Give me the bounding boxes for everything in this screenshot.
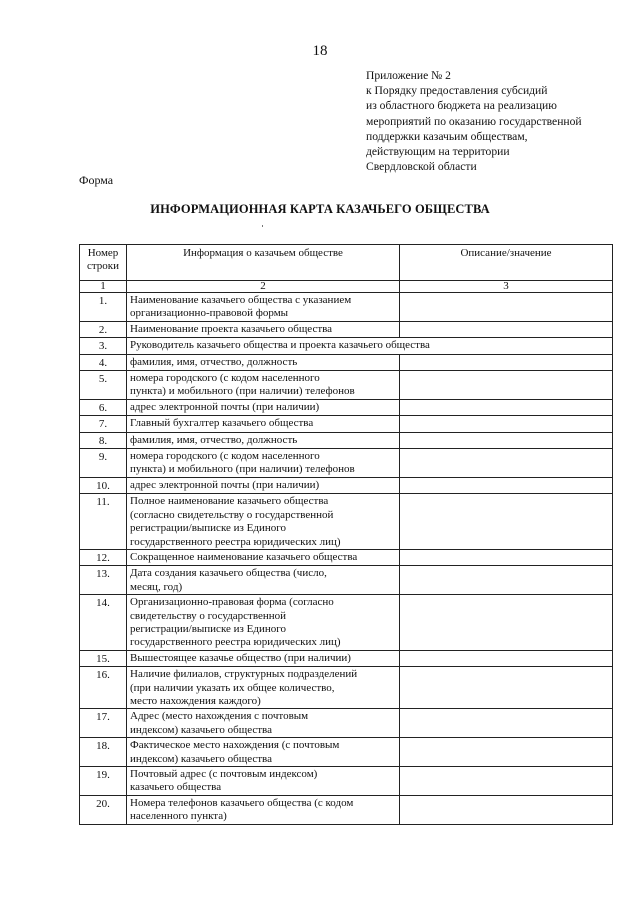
table-row [80, 795, 613, 824]
row-info-line: организационно-правовой формы [130, 307, 289, 320]
row-value-field[interactable] [400, 399, 613, 415]
row-info-line: Сокращенное наименование казачьего общества [130, 550, 358, 563]
table-row [80, 738, 613, 767]
row-info [127, 399, 400, 415]
table-index-row [80, 281, 613, 293]
appendix-block [366, 68, 636, 174]
row-value-field[interactable] [400, 371, 613, 400]
row-info-line: государственного реестра юридических лиц) [130, 636, 341, 649]
row-number: 6. [80, 399, 127, 415]
row-info-line: Вышестоящее казачье общество (при наличии) [130, 651, 351, 664]
table-row [80, 432, 613, 448]
header-num-line: строки [86, 260, 120, 273]
row-info-line: Полное наименование казачьего общества [130, 495, 329, 508]
row-info-line: населенного пункта) [130, 810, 227, 823]
row-number: 7. [80, 416, 127, 432]
row-info [127, 549, 400, 565]
stray-mark [262, 225, 263, 227]
appendix-line: Свердловской области [366, 160, 477, 174]
row-info [127, 293, 400, 322]
row-value-field[interactable] [400, 667, 613, 709]
row-info [127, 494, 400, 550]
row-info-line: пункта) и мобильного (при наличии) телефонов [130, 385, 355, 398]
row-info-line: регистрации/выписке из Единого [130, 522, 286, 535]
row-info-line: свидетельству о государственной [130, 609, 287, 622]
row-number: 15. [80, 650, 127, 666]
row-number: 8. [80, 432, 127, 448]
row-value-field[interactable] [400, 416, 613, 432]
row-value-field[interactable] [400, 293, 613, 322]
row-number: 20. [80, 795, 127, 824]
page-number: 18 [312, 43, 328, 59]
row-info-line: Наличие филиалов, структурных подразделений [130, 668, 358, 681]
row-info-line: регистрации/выписке из Единого [130, 622, 286, 635]
row-value-field[interactable] [400, 477, 613, 493]
row-number: 14. [80, 595, 127, 651]
row-info-line: Дата создания казачьего общества (число, [130, 567, 327, 580]
table-row [80, 416, 613, 432]
row-info [127, 667, 400, 709]
row-info-line: индексом) казачьего общества [130, 752, 272, 765]
row-number: 17. [80, 709, 127, 738]
row-number: 19. [80, 767, 127, 796]
info-card-table [79, 244, 613, 825]
table-row [80, 566, 613, 595]
index-cell: 3 [400, 281, 613, 293]
row-info-line: Организационно-правовая форма (согласно [130, 596, 334, 609]
table-row [80, 667, 613, 709]
row-number: 18. [80, 738, 127, 767]
row-info-line: место нахождения каждого) [130, 694, 261, 707]
row-info-line: Фактическое место нахождения (с почтовым [130, 739, 340, 752]
appendix-line: поддержки казачьим обществам, [366, 129, 528, 143]
row-info-line: Главный бухгалтер казачьего общества [130, 417, 314, 430]
header-num-line: Номер [87, 247, 119, 259]
row-info-line: фамилия, имя, отчество, должность [130, 355, 298, 368]
table-row [80, 338, 613, 354]
row-info [127, 566, 400, 595]
row-number: 5. [80, 371, 127, 400]
form-label: Форма [79, 173, 114, 187]
row-info [127, 709, 400, 738]
table-row [80, 399, 613, 415]
row-value-field[interactable] [400, 795, 613, 824]
row-info [127, 738, 400, 767]
row-info-line: номера городского (с кодом населенного [130, 372, 320, 385]
row-number: 1. [80, 293, 127, 322]
table-header-row [80, 245, 613, 281]
row-info [127, 795, 400, 824]
row-info-line: адрес электронной почты (при наличии) [130, 400, 320, 413]
index-cell: 2 [127, 281, 400, 293]
table-row [80, 293, 613, 322]
row-number: 16. [80, 667, 127, 709]
header-description: Описание/значение [400, 245, 613, 281]
row-info-line: пункта) и мобильного (при наличии) телефонов [130, 463, 355, 476]
row-info-line: адрес электронной почты (при наличии) [130, 478, 320, 491]
row-value-field[interactable] [400, 738, 613, 767]
row-info-line: месяц, год) [130, 580, 183, 593]
row-info-line: Наименование проекта казачьего общества [130, 322, 333, 335]
row-info-line: индексом) казачьего общества [130, 723, 272, 736]
row-value-field[interactable] [400, 321, 613, 337]
row-value-field[interactable] [400, 566, 613, 595]
row-info-line: Адрес (место нахождения с почтовым [130, 710, 309, 723]
table-row [80, 549, 613, 565]
row-info [127, 354, 400, 370]
index-cell: 1 [80, 281, 127, 293]
table-row [80, 767, 613, 796]
row-value-field[interactable] [400, 549, 613, 565]
appendix-line: к Порядку предоставления субсидий [366, 84, 548, 98]
row-value-field[interactable] [400, 650, 613, 666]
table-row [80, 371, 613, 400]
row-info [127, 449, 400, 478]
table-row [80, 650, 613, 666]
appendix-line: Приложение № 2 [366, 69, 451, 82]
row-info-line: фамилия, имя, отчество, должность [130, 433, 298, 446]
row-info-line: Почтовый адрес (с почтовым индексом) [130, 768, 318, 780]
row-section-heading: Руководитель казачьего общества и проекта казачьего общества [127, 338, 613, 354]
row-number: 13. [80, 566, 127, 595]
row-value-field[interactable] [400, 709, 613, 738]
row-info-line: (согласно свидетельству о государственной [130, 508, 334, 521]
row-info-line: государственного реестра юридических лиц) [130, 535, 341, 548]
row-value-field[interactable] [400, 494, 613, 550]
row-value-field[interactable] [400, 767, 613, 796]
table-row [80, 709, 613, 738]
row-info-line: Наименование казачьего общества с указанием [130, 294, 352, 306]
row-info [127, 595, 400, 651]
row-number: 2. [80, 321, 127, 337]
row-number: 10. [80, 477, 127, 493]
row-info [127, 416, 400, 432]
row-value-field[interactable] [400, 432, 613, 448]
row-number: 11. [80, 494, 127, 550]
row-number: 9. [80, 449, 127, 478]
table-row [80, 449, 613, 478]
row-info-line: номера городского (с кодом населенного [130, 450, 320, 463]
row-info [127, 650, 400, 666]
row-info-line: (при наличии указать их общее количество, [130, 681, 335, 694]
row-number: 12. [80, 549, 127, 565]
appendix-line: из областного бюджета на реализацию [366, 99, 557, 113]
row-info [127, 432, 400, 448]
row-value-field[interactable] [400, 354, 613, 370]
row-number: 3. [80, 338, 127, 354]
row-info-line: Номера телефонов казачьего общества (с кодом [130, 796, 354, 809]
table-row [80, 494, 613, 550]
row-value-field[interactable] [400, 595, 613, 651]
row-info [127, 321, 400, 337]
row-info [127, 371, 400, 400]
row-value-field[interactable] [400, 449, 613, 478]
table-row [80, 321, 613, 337]
row-number: 4. [80, 354, 127, 370]
row-info-line: казачьего общества [130, 781, 222, 794]
table-row [80, 477, 613, 493]
appendix-line: действующим на территории [366, 145, 510, 159]
document-title: ИНФОРМАЦИОННАЯ КАРТА КАЗАЧЬЕГО ОБЩЕСТВА [150, 202, 490, 216]
appendix-line: мероприятий по оказанию государственной [366, 114, 582, 128]
table-row [80, 595, 613, 651]
row-info [127, 767, 400, 796]
table-row [80, 354, 613, 370]
row-info [127, 477, 400, 493]
header-info: Информация о казачьем обществе [127, 245, 400, 281]
header-row-number [80, 245, 127, 281]
